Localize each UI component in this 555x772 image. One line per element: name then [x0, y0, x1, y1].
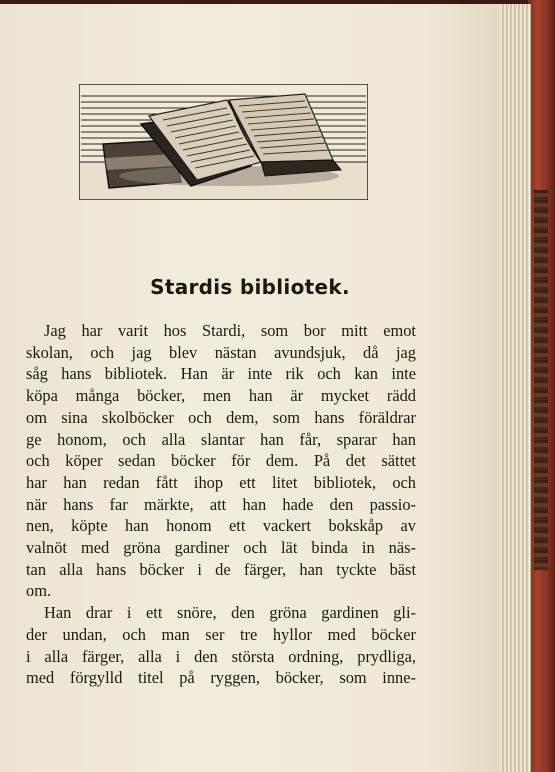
paragraph-2 [26, 602, 416, 689]
text-line: Han drar i ett snöre, den gröna gardinen gli- [44, 603, 416, 623]
text-line: köpa många böcker, men han är mycket rädd [26, 386, 416, 406]
page-stack-edges [498, 4, 531, 772]
text-line: ge honom, och alla slantar han får, sparar han [26, 429, 416, 449]
text-line: med förgylld titel på ryggen, böcker, som inne- [26, 668, 416, 688]
text-line: har han redan fått ihop ett litet bibliotek, och [26, 472, 416, 492]
text-line: om sina skolböcker och dem, som hans föräldrar [26, 407, 416, 427]
chapter-title: Stardis bibliotek. [150, 275, 350, 299]
chapter-body [26, 320, 416, 689]
book-cover-edge [528, 0, 555, 772]
text-line: när hans far märkte, att han hade den passio- [26, 494, 416, 514]
text-line: Jag har varit hos Stardi, som bor mitt emot [44, 321, 416, 340]
text-line: i alla färger, alla i den största ordning, prydliga, [26, 646, 416, 666]
text-line: nen, köpte han honom ett vackert bokskåp av [26, 516, 416, 536]
paragraph-1 [26, 320, 416, 602]
open-book-illustration [79, 84, 368, 200]
text-line: om. [26, 581, 52, 601]
text-line: der undan, och man ser tre hyllor med böcker [26, 624, 416, 644]
book-page [0, 4, 500, 772]
text-line: såg hans bibliotek. Han är inte rik och kan inte [26, 364, 416, 384]
text-line: valnöt med gröna gardiner och lät binda in näs- [26, 538, 416, 558]
text-line: tan alla hans böcker i de färger, han tyckte bäst [26, 559, 416, 579]
text-line: skolan, och jag blev nästan avundsjuk, då jag [26, 342, 416, 362]
text-line: och köper sedan böcker för dem. På det sättet [26, 451, 416, 471]
